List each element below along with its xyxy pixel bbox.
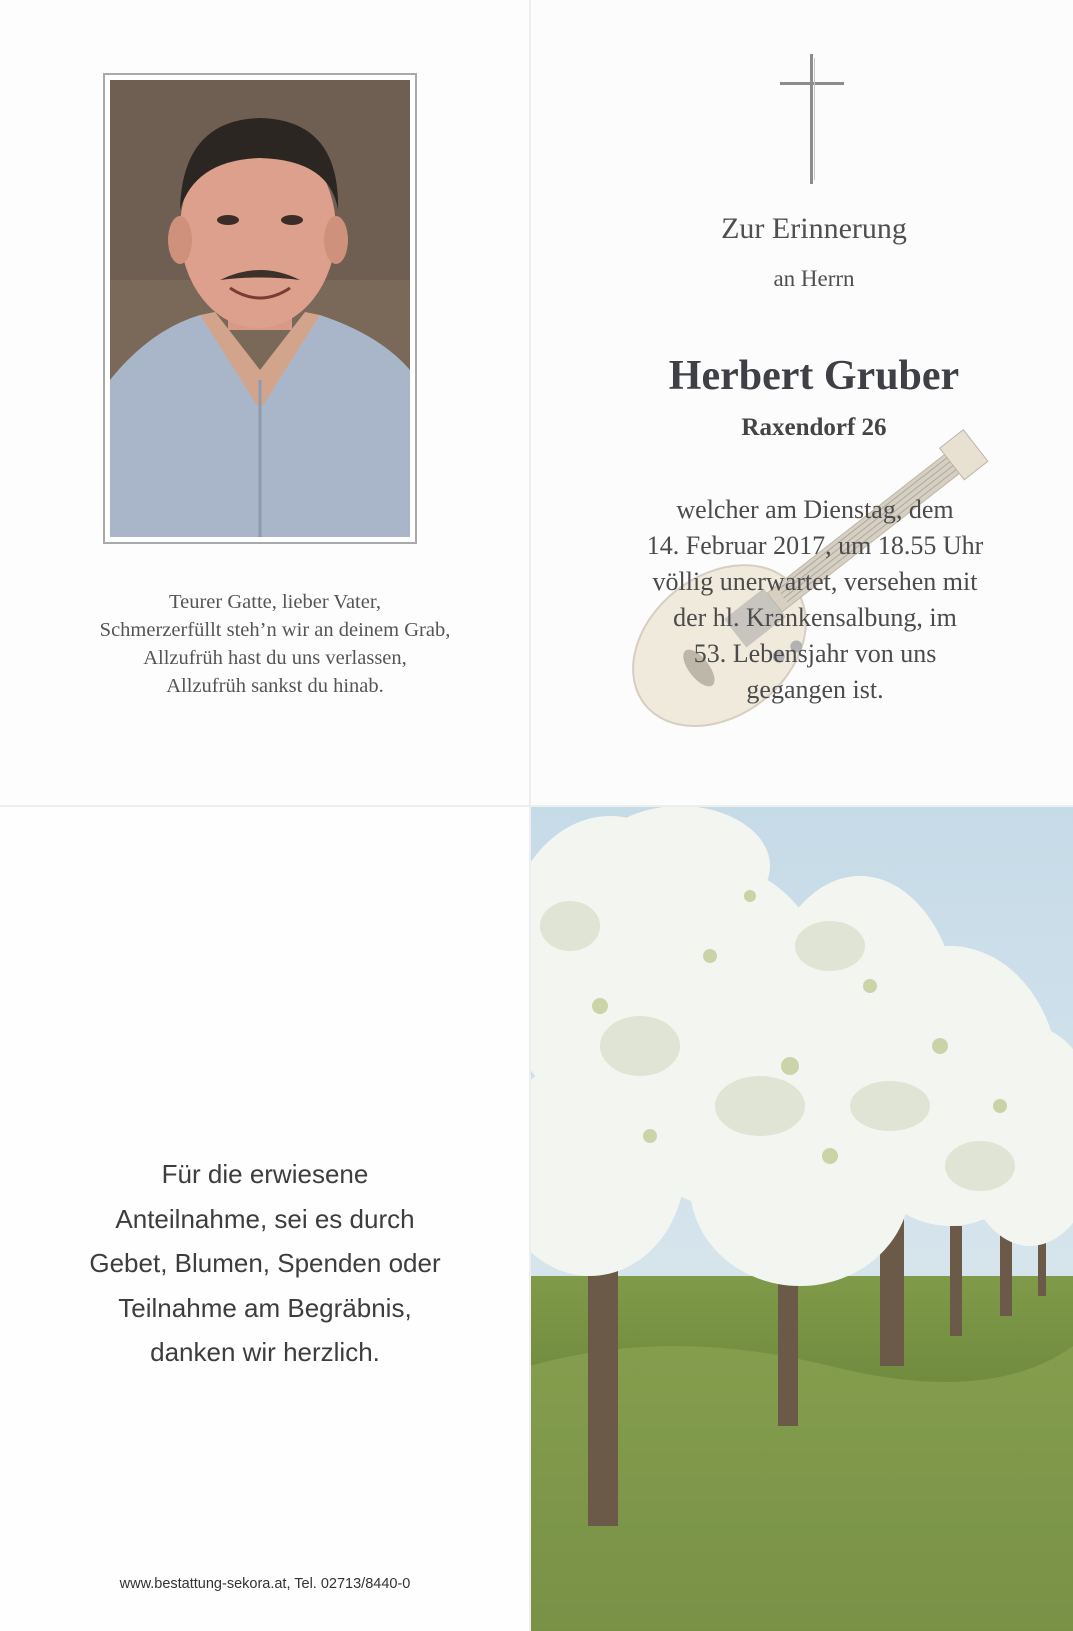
poem-line: Schmerzerfüllt steh’n wir an deinem Grab,	[99, 619, 451, 641]
notice-line: völlig unerwartet, versehen mit	[652, 567, 978, 596]
poem	[40, 588, 510, 700]
address: Raxendorf 26	[741, 414, 887, 441]
footer-contact: www.bestattung-sekora.at, Tel. 02713/8440-0	[119, 1576, 411, 1592]
thanks-line: Anteilnahme, sei es durch	[115, 1203, 415, 1234]
portrait-photo	[103, 73, 417, 544]
deceased-name: Herbert Gruber	[668, 353, 960, 399]
salutation: an Herrn	[773, 266, 855, 291]
death-notice-text	[580, 492, 1050, 708]
notice-line: 14. Februar 2017, um 18.55 Uhr	[646, 531, 984, 560]
notice-line: gegangen ist.	[746, 675, 884, 704]
notice-line: der hl. Krankensalbung, im	[673, 603, 957, 632]
fold-line-vertical	[529, 0, 531, 1631]
notice-line: 53. Lebensjahr von uns	[693, 639, 937, 668]
heading: Zur Erinnerung	[721, 212, 907, 245]
poem-line: Teurer Gatte, lieber Vater,	[169, 591, 381, 613]
thanks-line: Gebet, Blumen, Spenden oder	[89, 1248, 441, 1278]
thanks-text	[40, 1152, 490, 1375]
poem-line: Allzufrüh sankst du hinab.	[166, 675, 384, 697]
notice-line: welcher am Dienstag, dem	[676, 495, 954, 524]
card-panel-bottom-right	[530, 806, 1073, 1631]
fold-line-horizontal	[0, 805, 1073, 807]
thanks-line: Für die erwiesene	[161, 1159, 369, 1189]
blossom-orchard-image	[530, 806, 1073, 1631]
cross-icon	[780, 54, 844, 184]
poem-line: Allzufrüh hast du uns verlassen,	[143, 647, 407, 669]
thanks-line: Teilnahme am Begräbnis,	[118, 1292, 412, 1323]
thanks-line: danken wir herzlich.	[150, 1337, 380, 1367]
